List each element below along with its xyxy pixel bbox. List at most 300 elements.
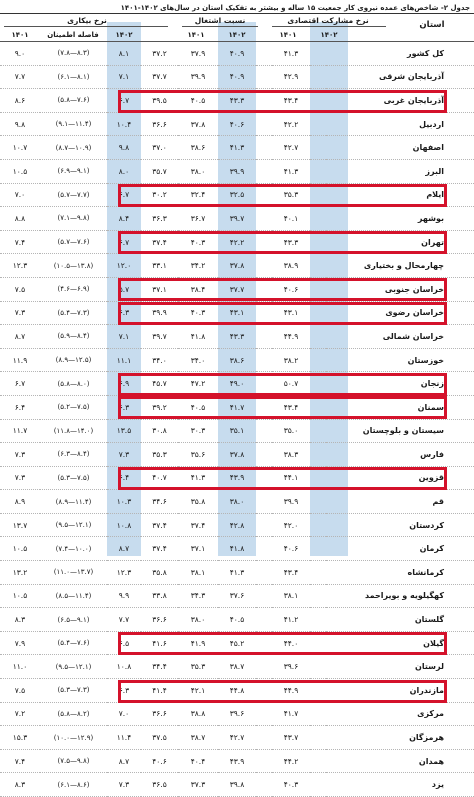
spacer-cell: [256, 348, 272, 372]
unemployment-1402-cell: ۶.۷: [107, 183, 141, 207]
spacer-cell: [256, 136, 272, 160]
unemployment-1401-cell: ۱۰.۵: [0, 584, 40, 608]
spacer-cell: [310, 112, 326, 136]
confidence-interval-cell: (۱۱.۸—۱۴.۰): [40, 419, 107, 443]
participation-1402-cell: ۴۰.۶: [272, 277, 310, 301]
participation-1401-cell: ۴۲.۸: [218, 513, 256, 537]
unemployment-1401-cell: ۷.۳: [0, 443, 40, 467]
unemployment-1401-cell: ۷.۵: [0, 277, 40, 301]
unemployment-1402-cell: ۱۳.۵: [107, 419, 141, 443]
spacer-cell: [256, 655, 272, 679]
participation-1401-cell: ۳۹.۸: [218, 773, 256, 797]
employment-1401-cell: ۳۷.۱: [141, 277, 178, 301]
table-top-rule: [0, 13, 474, 14]
province-cell: ایلام: [326, 183, 474, 207]
spacer-cell: [310, 254, 326, 278]
spacer-cell: [310, 608, 326, 632]
confidence-interval-cell: (۵.۷—۷.۷): [40, 183, 107, 207]
employment-1402-cell: ۴۰.۳: [178, 301, 218, 325]
participation-1402-cell: ۴۴.۱: [272, 466, 310, 490]
confidence-interval-cell: (۴.۶—۶.۹): [40, 277, 107, 301]
employment-1402-cell: ۳۶.۷: [178, 207, 218, 231]
participation-1401-cell: ۴۲.۲: [218, 230, 256, 254]
participation-1402-cell: ۳۵.۰: [272, 419, 310, 443]
participation-1402-cell: ۴۴.۰: [272, 631, 310, 655]
confidence-interval-cell: (۹.۱—۱۱.۴): [40, 112, 107, 136]
unemployment-1401-cell: ۷.۴: [0, 230, 40, 254]
unemployment-1402-cell: ۶.۷: [107, 230, 141, 254]
confidence-interval-cell: (۸.۷—۱۰.۹): [40, 136, 107, 160]
province-cell: خوزستان: [326, 348, 474, 372]
highlight-box: [118, 632, 447, 655]
table-row: [0, 65, 474, 89]
unemployment-1401-cell: ۱۱.۰: [0, 655, 40, 679]
participation-1402-cell: ۴۲.۷: [272, 136, 310, 160]
participation-1401-cell: ۳۹.۶: [218, 702, 256, 726]
unemployment-1401-cell: ۷.۵: [0, 679, 40, 703]
confidence-interval-cell: (۵.۸—۸.۰): [40, 372, 107, 396]
participation-1402-cell: ۳۵.۳: [272, 183, 310, 207]
spacer-cell: [310, 443, 326, 467]
participation-1402-cell: ۴۰.۶: [272, 537, 310, 561]
unemployment-1401-cell: ۷.۷: [0, 65, 40, 89]
confidence-interval-cell: (۱۰.۰—۱۲.۹): [40, 726, 107, 750]
confidence-interval-cell: (۵.۹—۸.۴): [40, 325, 107, 349]
employment-1402-cell: ۳۸.۷: [178, 726, 218, 750]
confidence-interval-cell: (۶.۱—۸.۶): [40, 773, 107, 797]
confidence-interval-cell: (۵.۴—۷.۳): [40, 301, 107, 325]
year-1402-unemployment: ۱۴۰۲: [115, 31, 133, 39]
confidence-interval-cell: (۷.۴—۱۰.۰): [40, 537, 107, 561]
spacer-cell: [310, 207, 326, 231]
employment-1402-cell: ۳۴.۲: [178, 254, 218, 278]
unemployment-1402-cell: ۶.۳: [107, 679, 141, 703]
unemployment-1401-cell: ۱۳.۲: [0, 561, 40, 585]
unemployment-1402-cell: ۶.۳: [107, 301, 141, 325]
unemployment-1402-cell: ۸.۷: [107, 537, 141, 561]
spacer-cell: [256, 513, 272, 537]
year-1402-employment: ۱۴۰۲: [228, 31, 246, 39]
province-cell: همدان: [326, 749, 474, 773]
confidence-interval-cell: (۷.۱—۹.۸): [40, 207, 107, 231]
employment-1402-cell: ۳۸.۶: [178, 136, 218, 160]
header-employment-rule: [182, 26, 258, 27]
table-row: [0, 42, 474, 65]
employment-1402-cell: ۳۷.۳: [178, 773, 218, 797]
province-cell: کل کشور: [326, 42, 474, 65]
employment-1402-cell: ۳۵.۳: [178, 655, 218, 679]
employment-1401-cell: ۳۷.۴: [141, 537, 178, 561]
employment-1402-cell: ۳۷.۹: [178, 42, 218, 65]
participation-1401-cell: ۴۳.۹: [218, 466, 256, 490]
province-cell: لرستان: [326, 655, 474, 679]
header-unemployment-rule: [4, 26, 168, 27]
unemployment-1401-cell: ۷.۲: [0, 702, 40, 726]
spacer-cell: [256, 42, 272, 65]
participation-1402-cell: ۴۱.۳: [272, 159, 310, 183]
employment-1402-cell: ۳۴.۳: [178, 584, 218, 608]
spacer-cell: [256, 112, 272, 136]
spacer-cell: [310, 655, 326, 679]
employment-1401-cell: ۳۵.۳: [141, 443, 178, 467]
province-cell: کهگیلویه و بویراحمد: [326, 584, 474, 608]
employment-1402-cell: ۳۸.۱: [178, 561, 218, 585]
participation-1402-cell: ۴۴.۹: [272, 325, 310, 349]
unemployment-1401-cell: ۱۲.۳: [0, 254, 40, 278]
employment-1402-cell: ۳۵.۶: [178, 443, 218, 467]
spacer-cell: [310, 702, 326, 726]
unemployment-1402-cell: ۷.۷: [107, 608, 141, 632]
confidence-interval-cell: (۷.۸—۸.۳): [40, 42, 107, 65]
participation-1401-cell: ۳۲.۵: [218, 183, 256, 207]
unemployment-1402-cell: ۶.۹: [107, 372, 141, 396]
table-row: [0, 325, 474, 349]
confidence-interval-cell: (۸.۹—۱۲.۵): [40, 348, 107, 372]
unemployment-1402-cell: ۱۰.۴: [107, 112, 141, 136]
spacer-cell: [256, 773, 272, 797]
table-row: [0, 584, 474, 608]
table-row: [0, 561, 474, 585]
unemployment-1402-cell: ۱۲.۰: [107, 254, 141, 278]
province-cell: البرز: [326, 159, 474, 183]
employment-1402-cell: ۴۰.۴: [178, 749, 218, 773]
spacer-cell: [256, 726, 272, 750]
participation-1401-cell: ۳۷.۶: [218, 584, 256, 608]
unemployment-1402-cell: ۹.۹: [107, 584, 141, 608]
participation-1401-cell: ۴۳.۹: [218, 749, 256, 773]
participation-1401-cell: ۴۵.۲: [218, 631, 256, 655]
spacer-cell: [310, 749, 326, 773]
spacer-cell: [256, 325, 272, 349]
employment-1402-cell: ۳۲.۴: [178, 183, 218, 207]
highlight-box: [118, 184, 447, 207]
spacer-cell: [310, 561, 326, 585]
employment-1401-cell: ۳۹.۵: [141, 89, 178, 113]
spacer-cell: [310, 42, 326, 65]
confidence-interval-cell: (۶.۱—۸.۱): [40, 65, 107, 89]
confidence-interval-cell: (۱۱.۰—۱۳.۷): [40, 561, 107, 585]
unemployment-1401-cell: ۹.۸: [0, 112, 40, 136]
participation-1401-cell: ۴۴.۸: [218, 679, 256, 703]
spacer-cell: [310, 490, 326, 514]
participation-1402-cell: ۴۴.۲: [272, 749, 310, 773]
spacer-cell: [310, 136, 326, 160]
unemployment-1401-cell: ۷.۳: [0, 301, 40, 325]
year-1402-participation: ۱۴۰۲: [320, 31, 338, 39]
employment-1402-cell: ۴۷.۲: [178, 372, 218, 396]
participation-1401-cell: ۳۷.۷: [218, 277, 256, 301]
province-cell: تهران: [326, 230, 474, 254]
table-row: [0, 655, 474, 679]
unemployment-1402-cell: ۱۰.۳: [107, 490, 141, 514]
participation-1402-cell: ۴۱.۷: [272, 702, 310, 726]
employment-1401-cell: ۴۵.۷: [141, 372, 178, 396]
participation-1402-cell: ۳۸.۹: [272, 254, 310, 278]
unemployment-1401-cell: ۸.۹: [0, 490, 40, 514]
participation-1401-cell: ۴۳.۳: [218, 325, 256, 349]
province-cell: یزد: [326, 773, 474, 797]
table-row: [0, 537, 474, 561]
participation-1401-cell: ۳۵.۱: [218, 419, 256, 443]
employment-1401-cell: ۳۷.۲: [141, 42, 178, 65]
confidence-interval-cell: (۶.۵—۹.۱): [40, 608, 107, 632]
confidence-interval-cell: (۵.۴—۷.۶): [40, 631, 107, 655]
province-cell: چهارمحال و بختیاری: [326, 254, 474, 278]
unemployment-1402-cell: ۱۰.۸: [107, 655, 141, 679]
province-cell: خراسان شمالی: [326, 325, 474, 349]
header-participation-rule: [272, 26, 386, 27]
unemployment-1402-cell: ۶.۷: [107, 89, 141, 113]
unemployment-1402-cell: ۸.۱: [107, 42, 141, 65]
employment-1402-cell: ۳۷.۸: [178, 112, 218, 136]
participation-1402-cell: ۴۲.۰: [272, 513, 310, 537]
participation-1401-cell: ۴۲.۷: [218, 726, 256, 750]
unemployment-1402-cell: ۷.۰: [107, 702, 141, 726]
spacer-cell: [256, 207, 272, 231]
unemployment-1402-cell: ۷.۱: [107, 65, 141, 89]
confidence-interval-cell: (۱۰.۵—۱۳.۸): [40, 254, 107, 278]
province-cell: آذربایجان غربی: [326, 89, 474, 113]
participation-1401-cell: ۳۹.۹: [218, 159, 256, 183]
spacer-cell: [256, 584, 272, 608]
confidence-interval-cell: (۵.۸—۷.۶): [40, 89, 107, 113]
province-cell: اصفهان: [326, 136, 474, 160]
employment-1402-cell: ۳۸.۰: [178, 608, 218, 632]
spacer-cell: [256, 254, 272, 278]
spacer-cell: [310, 348, 326, 372]
province-cell: زنجان: [326, 372, 474, 396]
table-row: [0, 136, 474, 160]
highlight-box: [118, 467, 447, 490]
employment-1402-cell: ۴۱.۳: [178, 466, 218, 490]
spacer-cell: [310, 584, 326, 608]
unemployment-1401-cell: ۷.۹: [0, 631, 40, 655]
unemployment-1402-cell: ۶.۳: [107, 395, 141, 419]
employment-1401-cell: ۳۷.۷: [141, 65, 178, 89]
employment-1401-cell: ۳۰.۸: [141, 419, 178, 443]
employment-1401-cell: ۳۶.۵: [141, 773, 178, 797]
participation-1401-cell: ۳۷.۸: [218, 254, 256, 278]
table-row: [0, 749, 474, 773]
participation-1402-cell: ۴۳.۷: [272, 726, 310, 750]
spacer-cell: [256, 608, 272, 632]
spacer-cell: [310, 159, 326, 183]
table-row: [0, 348, 474, 372]
spacer-cell: [256, 419, 272, 443]
spacer-cell: [256, 159, 272, 183]
employment-1401-cell: ۴۰.۶: [141, 749, 178, 773]
employment-1401-cell: ۳۹.۹: [141, 301, 178, 325]
highlight-box: [118, 396, 447, 419]
province-cell: سیستان و بلوچستان: [326, 419, 474, 443]
employment-1401-cell: ۳۴.۰: [141, 348, 178, 372]
spacer-cell: [310, 325, 326, 349]
province-cell: مازندران: [326, 679, 474, 703]
confidence-interval-cell: (۶.۹—۹.۱): [40, 159, 107, 183]
confidence-interval-cell: (۸.۵—۱۱.۴): [40, 584, 107, 608]
confidence-interval-cell: (۹.۵—۱۲.۱): [40, 655, 107, 679]
unemployment-1401-cell: ۱۳.۷: [0, 513, 40, 537]
confidence-interval-cell: (۵.۳—۷.۵): [40, 466, 107, 490]
employment-1401-cell: ۴۱.۶: [141, 631, 178, 655]
header-unemployment: نرخ بیکاری: [67, 16, 107, 25]
unemployment-1401-cell: ۷.۳: [0, 466, 40, 490]
participation-1402-cell: ۴۲.۹: [272, 65, 310, 89]
spacer-cell: [310, 773, 326, 797]
unemployment-1402-cell: ۱۰.۸: [107, 513, 141, 537]
spacer-cell: [256, 490, 272, 514]
employment-1401-cell: ۳۹.۲: [141, 395, 178, 419]
unemployment-1402-cell: ۷.۳: [107, 773, 141, 797]
header-employment-ratio: نسبت اشتغال: [194, 16, 246, 25]
employment-1401-cell: ۴۰.۷: [141, 466, 178, 490]
spacer-cell: [310, 537, 326, 561]
employment-1402-cell: ۴۰.۵: [178, 395, 218, 419]
unemployment-1402-cell: ۱۱.۱: [107, 348, 141, 372]
participation-1402-cell: ۳۸.۳: [272, 443, 310, 467]
employment-1402-cell: ۳۵.۸: [178, 490, 218, 514]
employment-1402-cell: ۳۹.۹: [178, 65, 218, 89]
province-cell: گیلان: [326, 631, 474, 655]
unemployment-1401-cell: ۱۰.۵: [0, 159, 40, 183]
confidence-interval-cell: (۸.۹—۱۱.۴): [40, 490, 107, 514]
participation-1401-cell: ۴۱.۳: [218, 561, 256, 585]
province-cell: کرمان: [326, 537, 474, 561]
participation-1402-cell: ۴۱.۳: [272, 42, 310, 65]
table-row: [0, 608, 474, 632]
employment-1401-cell: ۳۴.۴: [141, 655, 178, 679]
participation-1401-cell: ۴۱.۸: [218, 537, 256, 561]
unemployment-1401-cell: ۷.۰: [0, 183, 40, 207]
participation-1401-cell: ۴۳.۱: [218, 301, 256, 325]
province-cell: اردبیل: [326, 112, 474, 136]
employment-1402-cell: ۳۴.۰: [178, 348, 218, 372]
participation-1402-cell: ۴۳.۳: [272, 230, 310, 254]
unemployment-1402-cell: ۷.۳: [107, 443, 141, 467]
employment-1401-cell: ۳۶.۶: [141, 702, 178, 726]
unemployment-1401-cell: ۱۱.۹: [0, 348, 40, 372]
year-1401-participation: ۱۴۰۱: [279, 31, 297, 39]
employment-1401-cell: ۳۳.۱: [141, 254, 178, 278]
employment-1401-cell: ۳۷.۴: [141, 230, 178, 254]
employment-1401-cell: ۳۵.۸: [141, 561, 178, 585]
highlight-box: [118, 373, 447, 396]
unemployment-1401-cell: ۶.۴: [0, 395, 40, 419]
province-cell: هرمزگان: [326, 726, 474, 750]
employment-1402-cell: ۳۸.۴: [178, 277, 218, 301]
participation-1401-cell: ۳۸.۰: [218, 490, 256, 514]
confidence-interval-cell: (۷.۵—۹.۸): [40, 749, 107, 773]
unemployment-1402-cell: ۸.۷: [107, 749, 141, 773]
province-cell: خراسان جنوبی: [326, 277, 474, 301]
header-confidence-interval: فاصله اطمینان: [47, 31, 99, 39]
header-participation: نرخ مشارکت اقتصادی: [287, 16, 369, 25]
employment-1401-cell: ۳۳.۸: [141, 584, 178, 608]
participation-1401-cell: ۴۰.۶: [218, 112, 256, 136]
unemployment-1401-cell: ۸.۷: [0, 325, 40, 349]
unemployment-1401-cell: ۸.۳: [0, 773, 40, 797]
participation-1402-cell: ۴۳.۴: [272, 395, 310, 419]
province-cell: کردستان: [326, 513, 474, 537]
participation-1402-cell: ۴۲.۲: [272, 112, 310, 136]
participation-1402-cell: ۵۰.۷: [272, 372, 310, 396]
table-row: [0, 702, 474, 726]
province-cell: آذربایجان شرقی: [326, 65, 474, 89]
employment-1402-cell: ۳۷.۱: [178, 537, 218, 561]
participation-1401-cell: ۴۰.۹: [218, 65, 256, 89]
header-province: استان: [419, 20, 445, 30]
highlight-box: [118, 302, 447, 325]
participation-1401-cell: ۳۸.۷: [218, 655, 256, 679]
participation-1401-cell: ۴۱.۷: [218, 395, 256, 419]
unemployment-1401-cell: ۱۰.۵: [0, 537, 40, 561]
employment-1401-cell: ۳۰.۲: [141, 183, 178, 207]
unemployment-1402-cell: ۷.۱: [107, 325, 141, 349]
unemployment-1402-cell: ۵.۷: [107, 277, 141, 301]
spacer-cell: [256, 561, 272, 585]
confidence-interval-cell: (۵.۷—۷.۶): [40, 230, 107, 254]
spacer-cell: [310, 419, 326, 443]
participation-1402-cell: ۳۸.۱: [272, 584, 310, 608]
participation-1402-cell: ۴۳.۴: [272, 89, 310, 113]
spacer-cell: [256, 702, 272, 726]
employment-1402-cell: ۴۰.۳: [178, 230, 218, 254]
confidence-interval-cell: (۵.۲—۷.۵): [40, 395, 107, 419]
participation-1402-cell: ۴۰.۱: [272, 207, 310, 231]
province-cell: گلستان: [326, 608, 474, 632]
employment-1401-cell: ۳۷.۰: [141, 136, 178, 160]
highlight-box: [118, 90, 447, 113]
spacer-cell: [310, 65, 326, 89]
participation-1401-cell: ۴۰.۵: [218, 608, 256, 632]
employment-1402-cell: ۳۸.۰: [178, 159, 218, 183]
employment-1401-cell: ۴۱.۴: [141, 679, 178, 703]
participation-1401-cell: ۳۸.۶: [218, 348, 256, 372]
unemployment-1402-cell: ۶.۵: [107, 631, 141, 655]
employment-1401-cell: ۳۴.۶: [141, 490, 178, 514]
unemployment-1401-cell: ۶.۷: [0, 372, 40, 396]
table-row: [0, 773, 474, 797]
table-row: [0, 207, 474, 231]
employment-1401-cell: ۳۷.۴: [141, 513, 178, 537]
confidence-interval-cell: (۵.۸—۸.۲): [40, 702, 107, 726]
confidence-interval-cell: (۵.۳—۷.۳): [40, 679, 107, 703]
highlight-box: [118, 278, 447, 301]
employment-1401-cell: ۳۶.۶: [141, 112, 178, 136]
province-cell: فارس: [326, 443, 474, 467]
spacer-cell: [310, 726, 326, 750]
unemployment-1401-cell: ۱۵.۳: [0, 726, 40, 750]
province-cell: مرکزی: [326, 702, 474, 726]
employment-1402-cell: ۴۲.۱: [178, 679, 218, 703]
employment-1402-cell: ۳۰.۳: [178, 419, 218, 443]
unemployment-1401-cell: ۸.۸: [0, 207, 40, 231]
table-row: [0, 159, 474, 183]
province-cell: سمنان: [326, 395, 474, 419]
spacer-cell: [256, 443, 272, 467]
table-row: [0, 726, 474, 750]
table-row: [0, 513, 474, 537]
spacer-cell: [256, 749, 272, 773]
employment-1401-cell: ۳۷.۵: [141, 726, 178, 750]
unemployment-1402-cell: ۱۲.۳: [107, 561, 141, 585]
table-row: [0, 419, 474, 443]
spacer-cell: [256, 65, 272, 89]
unemployment-1402-cell: ۹.۸: [107, 136, 141, 160]
participation-1402-cell: ۴۱.۲: [272, 608, 310, 632]
highlight-box: [118, 231, 447, 254]
participation-1402-cell: ۴۳.۱: [272, 301, 310, 325]
